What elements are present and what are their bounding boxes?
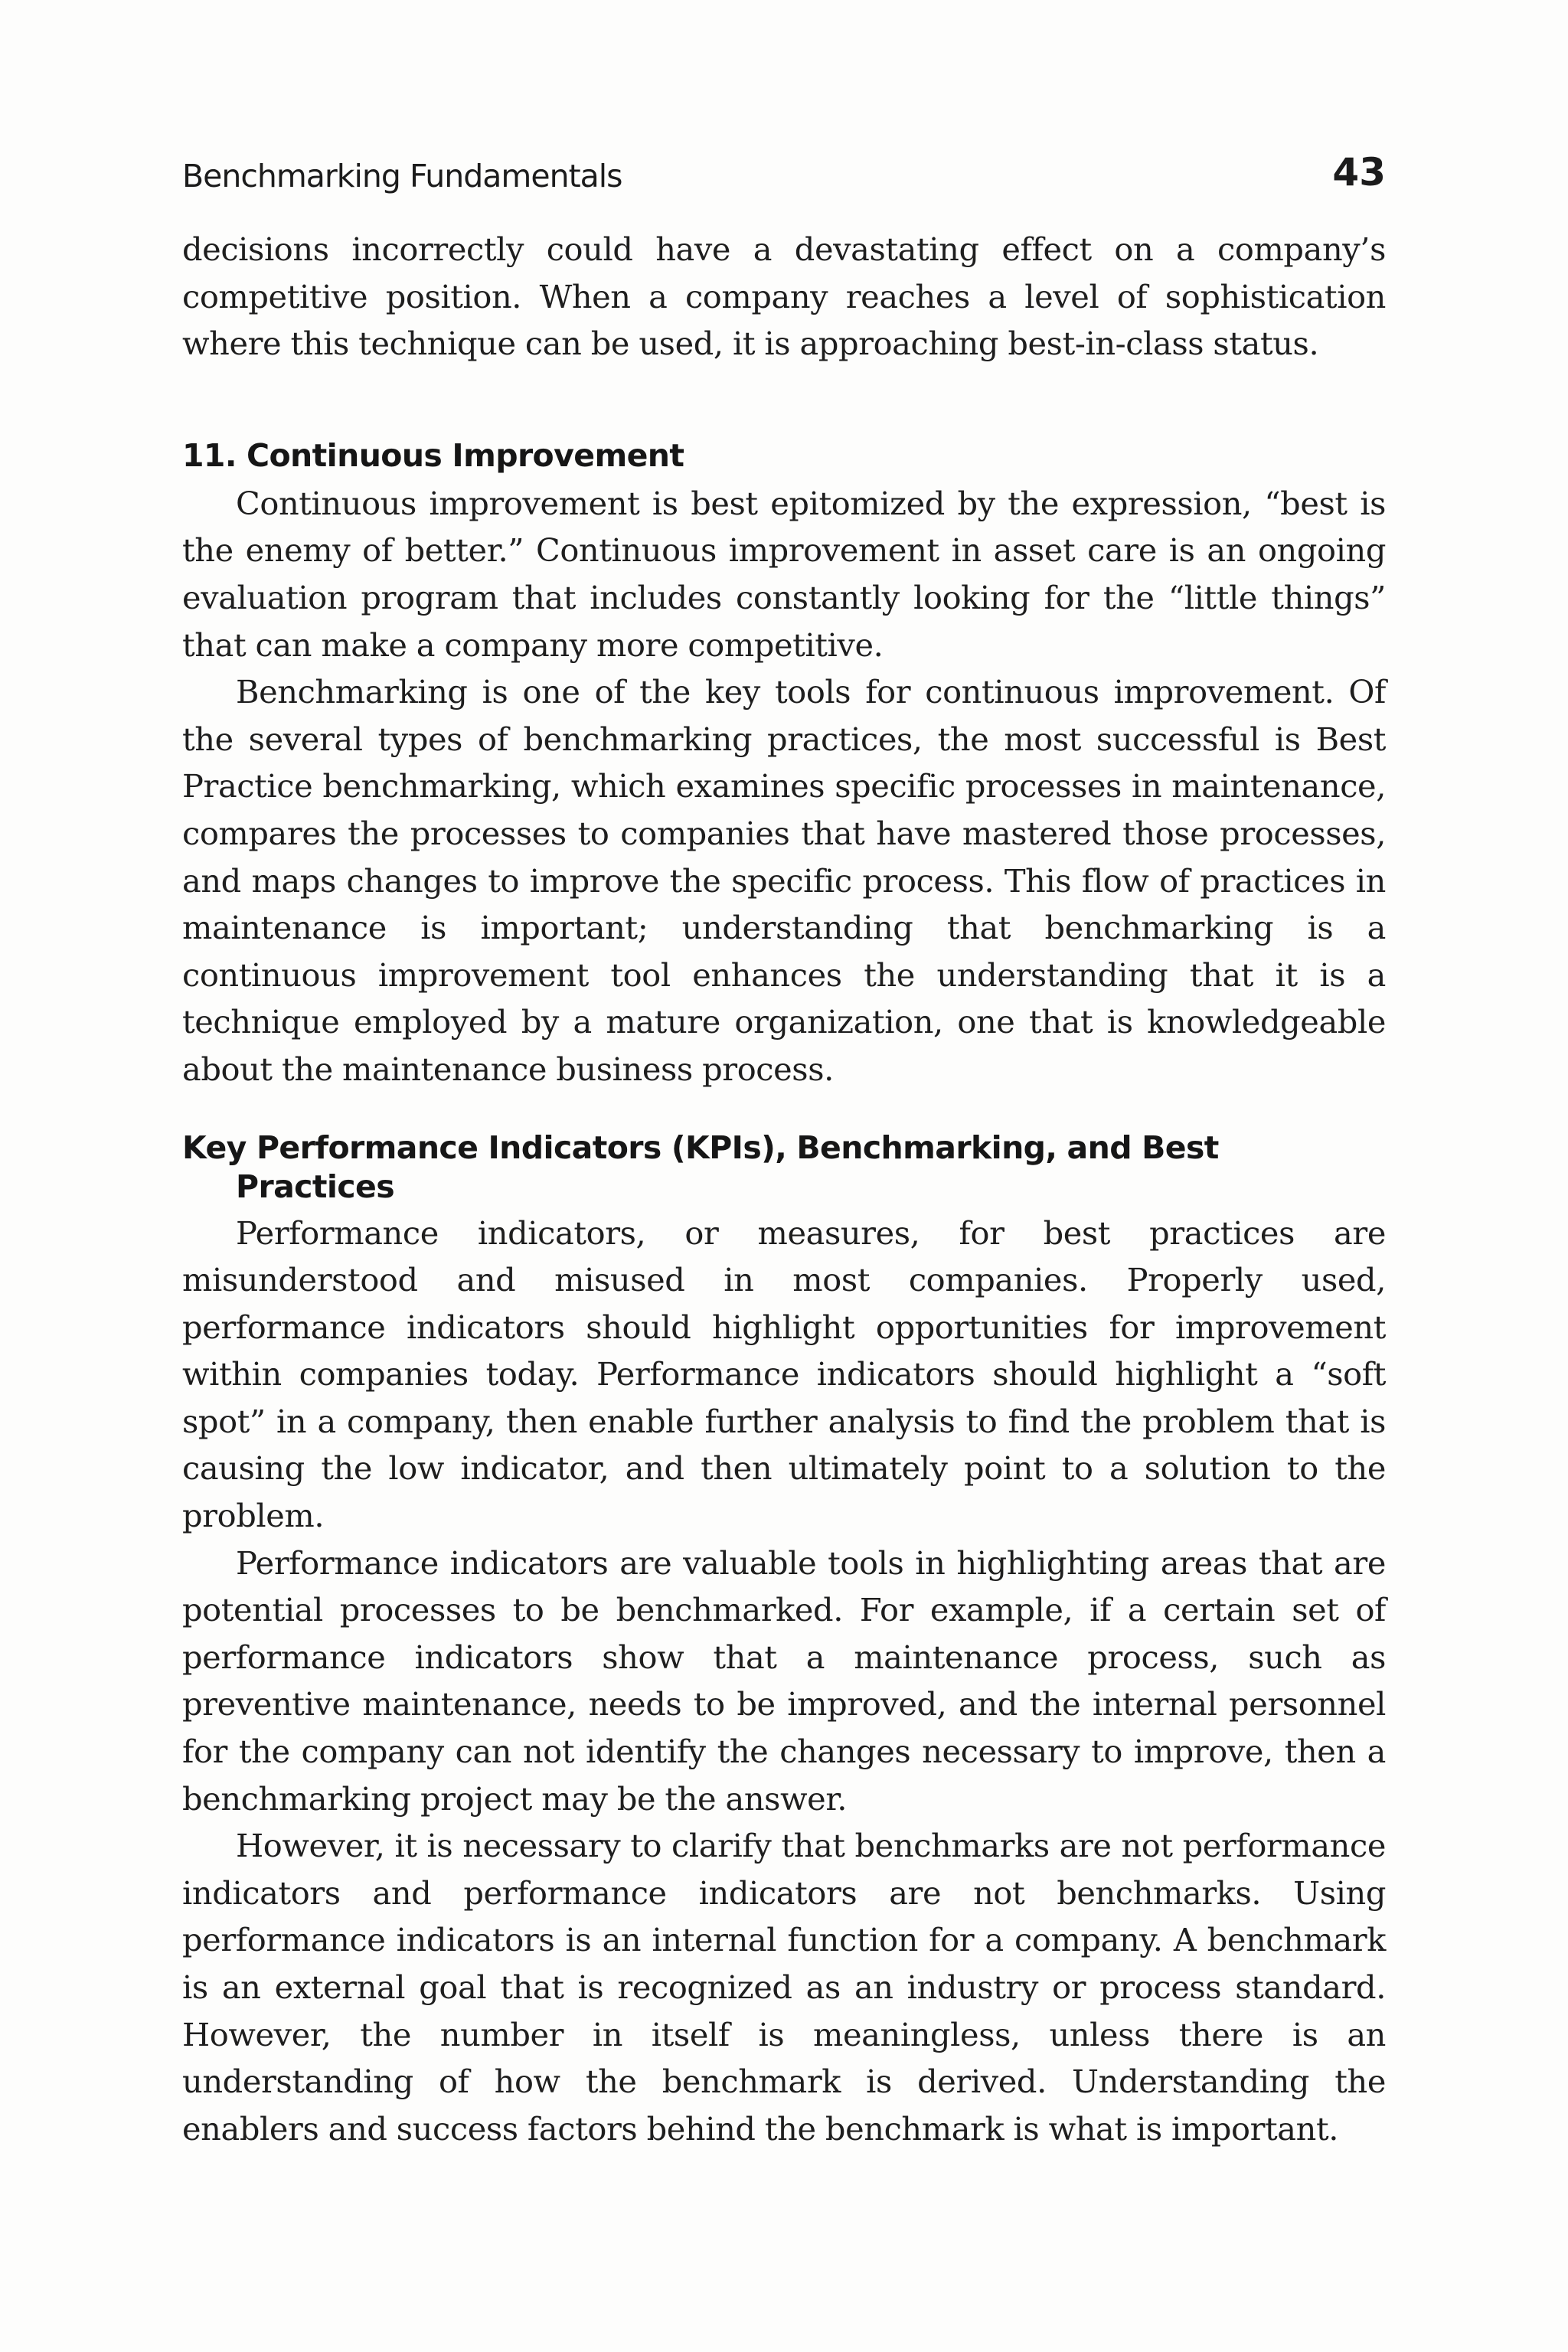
paragraph: Continuous improvement is best epitomized by the expression, “best is the enemy of better.” Continuous improvement in asset care is an ongoing evaluation program that includes constantly looking for the “little things” that can make a company more competitive. [182, 484, 1386, 664]
section-heading-continuous-improvement: 11. Continuous Improvement [182, 436, 684, 474]
page-number: 43 [1332, 150, 1386, 194]
running-title: Benchmarking Fundamentals [182, 158, 622, 194]
paragraph: Benchmarking is one of the key tools for continuous improvement. Of the several types of benchmarking practices, the most successful is Best Practice benchmarking, which examines specific processes in maintenance, compares the processes to companies that have mastered those processes, and maps changes to improve the specific process. This flow of practices in maintenance is important; understanding that benchmarking is a continuous improvement tool enhances the understanding that it is a technique employed by a mature organization, one that is knowledgeable about the maintenance business process. [182, 673, 1386, 1088]
intro-paragraph: decisions incorrectly could have a devastating effect on a company’s competitive position. When a company reaches a level of sophistication where this technique can be used, it is approaching best-in-class status. [182, 230, 1386, 363]
paragraph: However, it is necessary to clarify that benchmarks are not performance indicators and performance indicators are not benchmarks. Using performance indicators is an internal function for a company. A benchmark is an external goal that is recognized as an industry or process standard. However, the number in itself is meaningless, unless there is an understanding of how the benchmark is derived. Understanding the enablers and success factors behind the benchmark is what is important. [182, 1827, 1386, 2148]
paragraph: Performance indicators, or measures, for best practices are misunderstood and misused in most companies. Properly used, performance indicators should highlight opportunities for improvement within companies today. Performance indicators should highlight a “soft spot” in a company, then enable further analysis to find the problem that is causing the low indicator, and then ultimately point to a solution to the problem. [182, 1214, 1386, 1535]
running-header [182, 150, 1386, 204]
section-heading-kpis: Key Performance Indicators (KPIs), Benchmarking, and Best Practices [182, 1129, 1219, 1205]
paragraph: Performance indicators are valuable tools in highlighting areas that are potential processes to be benchmarked. For example, if a certain set of performance indicators show that a maintenance process, such as preventive maintenance, needs to be improved, and the internal personnel for the company can not identify the changes necessary to improve, then a benchmarking project may be the answer. [182, 1544, 1386, 1818]
body-text [182, 226, 1386, 2152]
